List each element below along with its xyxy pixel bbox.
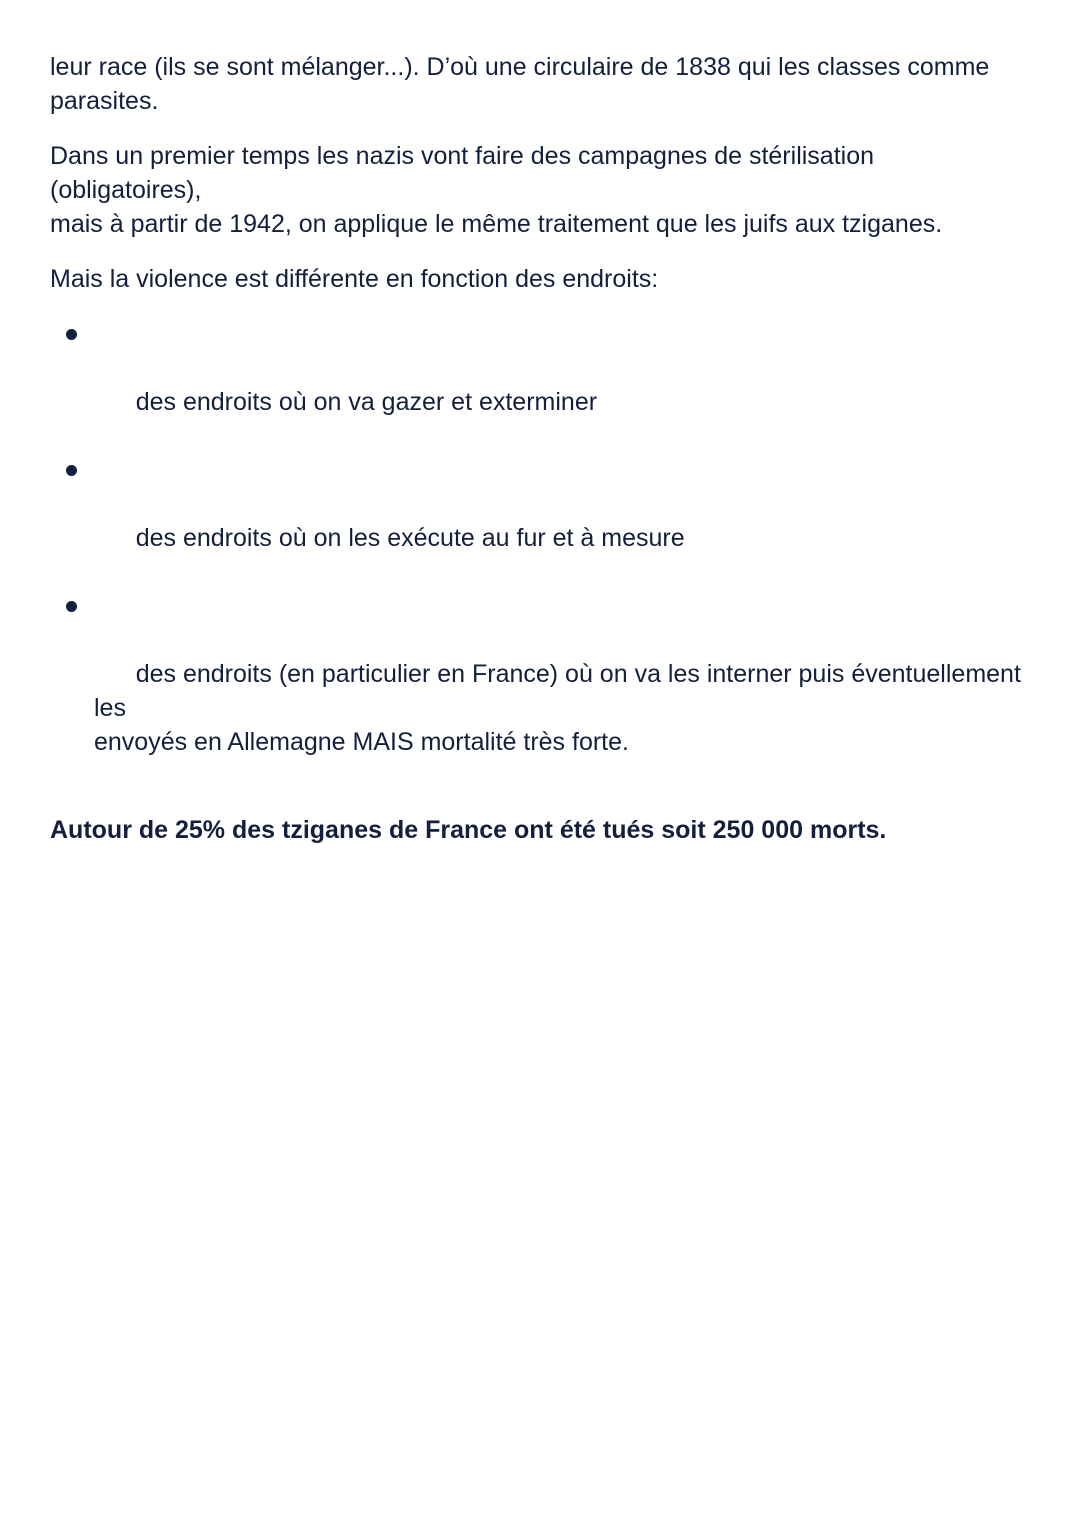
paragraph-violence: Mais la violence est différente en fonction des endroits:	[50, 265, 659, 293]
list-item	[50, 317, 1030, 453]
list-item	[50, 589, 1030, 793]
bullet-dot-icon	[66, 465, 77, 476]
conclusion-statement: Autour de 25% des tziganes de France ont été tués soit 250 000 morts.	[50, 816, 887, 844]
bullet-dot-icon	[66, 329, 77, 340]
paragraph-intro: leur race (ils se sont mélanger...). D’où une circulaire de 1838 qui les classes comme parasites.	[50, 53, 990, 115]
list-item-text: des endroits (en particulier en France) où on va les interner puis éventuellement les envoyés en Allemagne MAIS mortalité très forte.	[94, 660, 1021, 756]
list-item-text: des endroits où on les exécute au fur et à mesure	[135, 524, 685, 552]
paragraph-sterilisation: Dans un premier temps les nazis vont faire des campagnes de stérilisation (obligatoires), mais à partir de 1942, on applique le même traitement que les juifs aux tziganes.	[50, 142, 943, 238]
bullet-list	[50, 317, 1030, 793]
bullet-dot-icon	[66, 601, 77, 612]
list-item	[50, 453, 1030, 589]
list-item-text: des endroits où on va gazer et exterminer	[135, 388, 598, 416]
